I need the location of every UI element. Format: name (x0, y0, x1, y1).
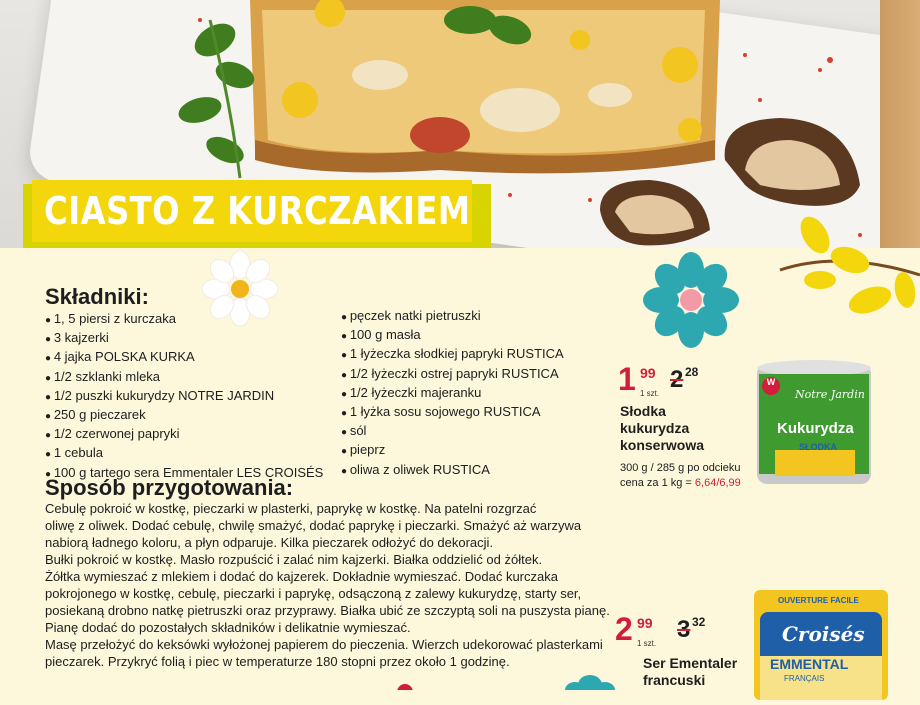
old-price-cents: 28 (685, 365, 699, 379)
can-type: SŁODKA (799, 442, 837, 452)
method-line: pokrojonego w kostkę, cebulę, pieczarki i paprykę, odsączoną z zalewy kukurydzę, starty ser, (45, 586, 582, 601)
ingredient-item: ● 100 g tartego sera Emmentaler LES CROISÉS (45, 464, 323, 483)
method-line: Żółtka wymieszać z mlekiem i dodać do kajzerek. Dokładnie wymieszać. Dodać kurczaka (45, 569, 558, 584)
ingredient-item: ● 1/2 łyżeczki ostrej papryki RUSTICA (341, 365, 564, 384)
pack-brand: Croisés (782, 622, 865, 646)
method-heading: Sposób przygotowania: (45, 475, 294, 500)
price-cents: 99 (640, 365, 656, 381)
ingredient-item: ● 1, 5 piersi z kurczaka (45, 310, 323, 329)
product-name-line: Słodka (620, 403, 666, 419)
pack-product-name: EMMENTAL (770, 656, 849, 672)
ingredients-list-right (341, 307, 564, 480)
product-description (620, 461, 741, 491)
ingredient-item: ● 1/2 czerwonej papryki (45, 425, 323, 444)
ingredient-item: ● pęczek natki pietruszki (341, 307, 564, 326)
price-cents: 99 (637, 615, 653, 631)
product-name (620, 403, 704, 454)
ingredient-item: ● 1 łyżeczka słodkiej papryki RUSTICA (341, 345, 564, 364)
recipe-title: CIASTO Z KURCZAKIEM (44, 189, 471, 233)
red-dot-icon (397, 684, 413, 690)
ingredient-item: ● 1 łyżka sosu sojowego RUSTICA (341, 403, 564, 422)
product-name-line: kukurydza (620, 420, 690, 436)
ingredients-heading: Składniki: (45, 284, 149, 309)
pack-sub-label: FRANÇAIS (784, 674, 825, 683)
product-weight: 300 g / 285 g po odcieku (620, 462, 741, 474)
old-price-main: 3 (677, 616, 691, 643)
ingredient-item: ● 250 g pieczarek (45, 406, 323, 425)
price-main: 2 (615, 611, 633, 647)
pack-top-label: OUVERTURE FACILE (778, 596, 859, 605)
teal-flower-bottom-icon (565, 675, 615, 690)
ingredient-item: ● sól (341, 422, 564, 441)
ingredient-item: ● 4 jajka POLSKA KURKA (45, 348, 323, 367)
brand-logo-icon: W (766, 377, 776, 387)
price-tag (618, 363, 738, 403)
ingredient-item: ● oliwa z oliwek RUSTICA (341, 461, 564, 480)
price-tag (615, 613, 735, 653)
method-line: posiekaną drobno natkę pietruszki oraz przyprawy. Białka ubić ze szczyptą soli na puszysta pianę. (45, 603, 610, 618)
price-main: 1 (618, 361, 636, 397)
cheese-pack-image (752, 590, 890, 700)
product-name-line: konserwowa (620, 437, 705, 453)
product-unit-price (620, 476, 741, 491)
method-line: nabiorą ładnego koloru, a płyn odparuje. Kilka pieczarek odłożyć do dekoracji. (45, 535, 494, 550)
can-product-name: Kukurydza (777, 420, 854, 437)
price-unit: 1 szt. (637, 639, 657, 648)
ingredient-item: ● 1/2 szklanki mleka (45, 368, 323, 387)
unit-price-label: cena za 1 kg = (620, 477, 695, 489)
title-banner (32, 180, 472, 242)
old-price-main: 2 (670, 366, 684, 393)
method-line: Bułki pokroić w kostkę. Masło rozpuścić i zalać nim kajzerki. Białka oddzielić od żółtek. (45, 552, 543, 567)
can-brand: Notre Jardin (795, 388, 865, 401)
ingredients-list-left (45, 310, 323, 483)
corn-can-image (755, 360, 873, 488)
ingredient-item: ● pieprz (341, 441, 564, 460)
method-line: pieczarek. Przykryć folią i piec w temperaturze 180 stopni przez około 1 godzinę. (45, 654, 510, 669)
method-line: oliwę z oliwek. Dodać cebulę, chwilę smażyć, dodać paprykę i pieczarki. Smażyć aż warzywa (45, 518, 582, 533)
ingredient-item: ● 100 g masła (341, 326, 564, 345)
method-text (45, 500, 635, 670)
method-line: Masę przełożyć do keksówki wyłożonej papierem do pieczenia. Wierzch udekorować plasterkami (45, 637, 603, 652)
ingredient-item: ● 1 cebula (45, 444, 323, 463)
ingredient-item: ● 1/2 puszki kukurydzy NOTRE JARDIN (45, 387, 323, 406)
product-name-line: francuski (643, 672, 706, 688)
unit-price-value: 6,64/6,99 (694, 477, 741, 489)
old-price-cents: 32 (692, 615, 706, 629)
method-line: Pianę dodać do pozostałych składników i delikatnie wymieszać. (45, 620, 411, 635)
ingredient-item: ● 3 kajzerki (45, 329, 323, 348)
ingredient-item: ● 1/2 łyżeczki majeranku (341, 384, 564, 403)
method-line: Cebulę pokroić w kostkę, pieczarki w plasterki, paprykę w kostkę. Na patelni rozgrzać (45, 501, 537, 516)
product-name (643, 655, 737, 689)
teal-flower-icon (643, 252, 739, 348)
price-unit: 1 szt. (640, 389, 660, 398)
product-name-line: Ser Ementaler (643, 655, 738, 671)
